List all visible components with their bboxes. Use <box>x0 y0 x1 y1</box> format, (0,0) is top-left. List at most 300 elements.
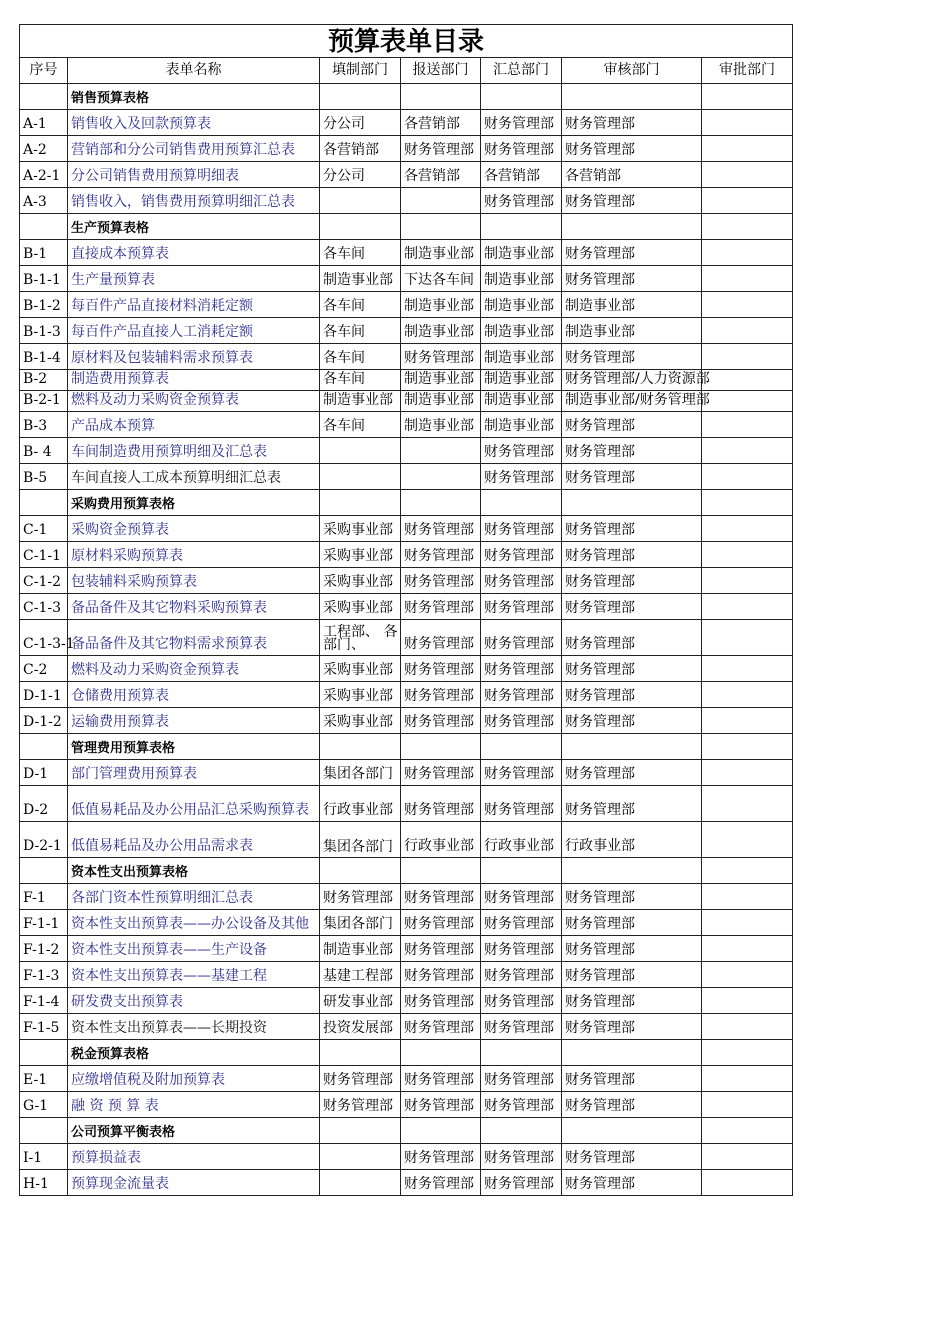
table-row <box>20 620 793 656</box>
report-dept: 财务管理部 <box>401 136 481 162</box>
approve-dept <box>702 110 793 136</box>
fill-dept <box>320 1170 401 1196</box>
row-code: A-2 <box>20 136 68 162</box>
fill-dept: 研发事业部 <box>320 988 401 1014</box>
summary-dept: 各营销部 <box>481 162 562 188</box>
audit-dept: 财务管理部 <box>562 910 702 936</box>
row-code: C-1-2 <box>20 568 68 594</box>
row-code: E-1 <box>20 1066 68 1092</box>
table-row <box>20 136 793 162</box>
audit-dept: 财务管理部 <box>562 1066 702 1092</box>
row-code: F-1-2 <box>20 936 68 962</box>
report-dept: 各营销部 <box>401 162 481 188</box>
header-form-name: 表单名称 <box>68 58 320 84</box>
report-dept: 制造事业部 <box>401 391 481 412</box>
empty-cell <box>702 214 793 240</box>
approve-dept <box>702 822 793 858</box>
form-name-link[interactable]: 销售收入及回款预算表 <box>68 110 320 136</box>
summary-dept: 制造事业部 <box>481 412 562 438</box>
form-name-link[interactable]: 直接成本预算表 <box>68 240 320 266</box>
report-dept: 财务管理部 <box>401 910 481 936</box>
row-code: F-1-3 <box>20 962 68 988</box>
audit-dept: 财务管理部 <box>562 936 702 962</box>
title-row <box>20 25 793 58</box>
fill-dept: 基建工程部 <box>320 962 401 988</box>
empty-cell <box>320 1118 401 1144</box>
fill-dept: 各车间 <box>320 292 401 318</box>
report-dept: 制造事业部 <box>401 240 481 266</box>
empty-cell <box>702 858 793 884</box>
header-fill-dept: 填制部门 <box>320 58 401 84</box>
audit-dept: 财务管理部 <box>562 708 702 734</box>
table-row <box>20 568 793 594</box>
table-row <box>20 318 793 344</box>
row-code: A-1 <box>20 110 68 136</box>
empty-cell <box>401 490 481 516</box>
empty-cell <box>320 84 401 110</box>
empty-cell <box>320 214 401 240</box>
report-dept: 财务管理部 <box>401 962 481 988</box>
form-name-link[interactable]: 销售收入，销售费用预算明细汇总表 <box>68 188 320 214</box>
fill-dept: 采购事业部 <box>320 542 401 568</box>
form-name-link[interactable]: 融 资 预 算 表 <box>68 1092 320 1118</box>
audit-dept: 财务管理部 <box>562 786 702 822</box>
audit-dept: 制造事业部/财务管理部 <box>562 391 702 412</box>
table-row <box>20 438 793 464</box>
header-summary-dept: 汇总部门 <box>481 58 562 84</box>
audit-dept: 财务管理部 <box>562 542 702 568</box>
fill-dept: 采购事业部 <box>320 656 401 682</box>
summary-dept: 财务管理部 <box>481 988 562 1014</box>
approve-dept <box>702 391 793 412</box>
report-dept: 财务管理部 <box>401 708 481 734</box>
summary-dept: 财务管理部 <box>481 542 562 568</box>
page-title: 预算表单目录 <box>20 25 793 58</box>
form-name-link[interactable]: 营销部和分公司销售费用预算汇总表 <box>68 136 320 162</box>
empty-cell <box>702 1040 793 1066</box>
table-row <box>20 1144 793 1170</box>
empty-cell <box>481 858 562 884</box>
approve-dept <box>702 1092 793 1118</box>
fill-dept: 集团各部门 <box>320 760 401 786</box>
row-code: C-1 <box>20 516 68 542</box>
report-dept: 财务管理部 <box>401 594 481 620</box>
summary-dept: 财务管理部 <box>481 884 562 910</box>
empty-cell <box>481 1118 562 1144</box>
form-name-link[interactable]: 备品备件及其它物料采购预算表 <box>68 594 320 620</box>
approve-dept <box>702 162 793 188</box>
audit-dept: 制造事业部 <box>562 318 702 344</box>
form-name-link[interactable]: 资本性支出预算表——生产设备 <box>68 936 320 962</box>
fill-dept: 各车间 <box>320 240 401 266</box>
empty-cell <box>20 84 68 110</box>
empty-cell <box>481 1040 562 1066</box>
fill-dept <box>320 464 401 490</box>
section-title: 生产预算表格 <box>68 214 320 240</box>
row-code: B- 4 <box>20 438 68 464</box>
empty-cell <box>562 490 702 516</box>
summary-dept: 制造事业部 <box>481 344 562 370</box>
row-code: C-1-3-1 <box>20 620 68 656</box>
form-name-link[interactable]: 预算损益表 <box>68 1144 320 1170</box>
section-row <box>20 84 793 110</box>
summary-dept: 制造事业部 <box>481 370 562 391</box>
approve-dept <box>702 266 793 292</box>
audit-dept: 制造事业部 <box>562 292 702 318</box>
summary-dept: 财务管理部 <box>481 1170 562 1196</box>
summary-dept: 制造事业部 <box>481 391 562 412</box>
empty-cell <box>702 734 793 760</box>
summary-dept: 制造事业部 <box>481 292 562 318</box>
table-row <box>20 370 793 391</box>
table-row <box>20 266 793 292</box>
summary-dept: 财务管理部 <box>481 594 562 620</box>
summary-dept: 财务管理部 <box>481 110 562 136</box>
report-dept: 财务管理部 <box>401 516 481 542</box>
table-row <box>20 110 793 136</box>
empty-cell <box>20 1118 68 1144</box>
audit-dept: 财务管理部 <box>562 656 702 682</box>
report-dept <box>401 464 481 490</box>
row-code: B-1-4 <box>20 344 68 370</box>
approve-dept <box>702 594 793 620</box>
form-name-link[interactable]: 采购资金预算表 <box>68 516 320 542</box>
report-dept <box>401 438 481 464</box>
approve-dept <box>702 656 793 682</box>
empty-cell <box>20 490 68 516</box>
audit-dept: 财务管理部 <box>562 1170 702 1196</box>
summary-dept: 财务管理部 <box>481 910 562 936</box>
empty-cell <box>320 490 401 516</box>
report-dept: 制造事业部 <box>401 370 481 391</box>
empty-cell <box>481 490 562 516</box>
summary-dept: 财务管理部 <box>481 962 562 988</box>
fill-dept: 各车间 <box>320 370 401 391</box>
form-name-link[interactable]: 燃料及动力采购资金预算表 <box>68 391 320 412</box>
fill-dept: 制造事业部 <box>320 391 401 412</box>
report-dept: 制造事业部 <box>401 412 481 438</box>
form-name-link[interactable]: 仓储费用预算表 <box>68 682 320 708</box>
table-row <box>20 188 793 214</box>
row-code: F-1-4 <box>20 988 68 1014</box>
approve-dept <box>702 910 793 936</box>
row-code: B-2-1 <box>20 391 68 412</box>
summary-dept: 财务管理部 <box>481 438 562 464</box>
row-code: F-1-1 <box>20 910 68 936</box>
approve-dept <box>702 1144 793 1170</box>
fill-dept: 工程部、 各部门、 <box>320 620 401 656</box>
empty-cell <box>481 734 562 760</box>
section-row <box>20 1118 793 1144</box>
empty-cell <box>20 1040 68 1066</box>
section-row <box>20 214 793 240</box>
report-dept: 行政事业部 <box>401 822 481 858</box>
form-name-link[interactable]: 燃料及动力采购资金预算表 <box>68 656 320 682</box>
report-dept: 财务管理部 <box>401 568 481 594</box>
audit-dept: 各营销部 <box>562 162 702 188</box>
form-name-link[interactable]: 资本性支出预算表——长期投资 <box>68 1014 320 1040</box>
form-name-link[interactable]: 研发费支出预算表 <box>68 988 320 1014</box>
report-dept: 财务管理部 <box>401 682 481 708</box>
empty-cell <box>401 84 481 110</box>
form-name-link[interactable]: 产品成本预算 <box>68 412 320 438</box>
form-name-link[interactable]: 车间制造费用预算明细及汇总表 <box>68 438 320 464</box>
table-row <box>20 936 793 962</box>
empty-cell <box>401 858 481 884</box>
section-row <box>20 1040 793 1066</box>
report-dept: 各营销部 <box>401 110 481 136</box>
row-code: H-1 <box>20 1170 68 1196</box>
fill-dept: 集团各部门 <box>320 822 401 858</box>
summary-dept: 财务管理部 <box>481 620 562 656</box>
audit-dept: 财务管理部 <box>562 136 702 162</box>
report-dept: 财务管理部 <box>401 786 481 822</box>
form-name-link[interactable]: 原材料采购预算表 <box>68 542 320 568</box>
row-code: A-2-1 <box>20 162 68 188</box>
fill-dept: 财务管理部 <box>320 1066 401 1092</box>
summary-dept: 财务管理部 <box>481 188 562 214</box>
fill-dept: 采购事业部 <box>320 516 401 542</box>
form-name-link[interactable]: 部门管理费用预算表 <box>68 760 320 786</box>
form-name-link[interactable]: 包装辅料采购预算表 <box>68 568 320 594</box>
row-code: D-1-1 <box>20 682 68 708</box>
table-row <box>20 1014 793 1040</box>
section-row <box>20 734 793 760</box>
approve-dept <box>702 682 793 708</box>
summary-dept: 财务管理部 <box>481 656 562 682</box>
approve-dept <box>702 240 793 266</box>
table-row <box>20 760 793 786</box>
form-name-link[interactable]: 车间直接人工成本预算明细汇总表 <box>68 464 320 490</box>
table-row <box>20 516 793 542</box>
section-title: 销售预算表格 <box>68 84 320 110</box>
approve-dept <box>702 542 793 568</box>
table-row <box>20 1066 793 1092</box>
empty-cell <box>481 214 562 240</box>
report-dept: 财务管理部 <box>401 656 481 682</box>
summary-dept: 财务管理部 <box>481 760 562 786</box>
fill-dept: 各营销部 <box>320 136 401 162</box>
summary-dept: 财务管理部 <box>481 516 562 542</box>
summary-dept: 财务管理部 <box>481 568 562 594</box>
form-name-link[interactable]: 运输费用预算表 <box>68 708 320 734</box>
report-dept: 财务管理部 <box>401 1066 481 1092</box>
table-row <box>20 682 793 708</box>
audit-dept: 财务管理部 <box>562 760 702 786</box>
empty-cell <box>702 84 793 110</box>
empty-cell <box>401 1040 481 1066</box>
section-title: 公司预算平衡表格 <box>68 1118 320 1144</box>
form-name-link[interactable]: 生产量预算表 <box>68 266 320 292</box>
audit-dept: 财务管理部 <box>562 1144 702 1170</box>
summary-dept: 制造事业部 <box>481 240 562 266</box>
report-dept: 财务管理部 <box>401 1014 481 1040</box>
approve-dept <box>702 136 793 162</box>
table-row <box>20 962 793 988</box>
table-row <box>20 412 793 438</box>
table-row <box>20 1170 793 1196</box>
row-code: B-2 <box>20 370 68 391</box>
approve-dept <box>702 412 793 438</box>
empty-cell <box>20 734 68 760</box>
form-name-link[interactable]: 原材料及包装辅料需求预算表 <box>68 344 320 370</box>
section-title: 采购费用预算表格 <box>68 490 320 516</box>
report-dept: 财务管理部 <box>401 344 481 370</box>
report-dept <box>401 188 481 214</box>
fill-dept: 采购事业部 <box>320 682 401 708</box>
table-row <box>20 240 793 266</box>
fill-dept: 分公司 <box>320 110 401 136</box>
form-name-link[interactable]: 低值易耗品及办公用品汇总采购预算表 <box>68 786 320 822</box>
approve-dept <box>702 786 793 822</box>
audit-dept: 财务管理部 <box>562 962 702 988</box>
approve-dept <box>702 292 793 318</box>
row-code: B-1-3 <box>20 318 68 344</box>
form-name-link[interactable]: 低值易耗品及办公用品需求表 <box>68 822 320 858</box>
report-dept: 制造事业部 <box>401 292 481 318</box>
row-code: D-1-2 <box>20 708 68 734</box>
row-code: B-5 <box>20 464 68 490</box>
fill-dept: 各车间 <box>320 412 401 438</box>
row-code: I-1 <box>20 1144 68 1170</box>
form-name-link[interactable]: 每百件产品直接人工消耗定额 <box>68 318 320 344</box>
approve-dept <box>702 1066 793 1092</box>
empty-cell <box>562 858 702 884</box>
fill-dept: 采购事业部 <box>320 708 401 734</box>
approve-dept <box>702 708 793 734</box>
summary-dept: 财务管理部 <box>481 786 562 822</box>
fill-dept: 财务管理部 <box>320 884 401 910</box>
report-dept: 下达各车间 <box>401 266 481 292</box>
report-dept: 财务管理部 <box>401 760 481 786</box>
empty-cell <box>562 1040 702 1066</box>
approve-dept <box>702 760 793 786</box>
empty-cell <box>562 214 702 240</box>
row-code: B-1-1 <box>20 266 68 292</box>
row-code: B-1 <box>20 240 68 266</box>
summary-dept: 制造事业部 <box>481 266 562 292</box>
empty-cell <box>320 734 401 760</box>
audit-dept: 财务管理部 <box>562 682 702 708</box>
summary-dept: 财务管理部 <box>481 936 562 962</box>
empty-cell <box>401 214 481 240</box>
fill-dept: 投资发展部 <box>320 1014 401 1040</box>
row-code: B-3 <box>20 412 68 438</box>
section-title: 税金预算表格 <box>68 1040 320 1066</box>
table-row <box>20 542 793 568</box>
approve-dept <box>702 516 793 542</box>
form-name-link[interactable]: 每百件产品直接材料消耗定额 <box>68 292 320 318</box>
audit-dept: 财务管理部 <box>562 594 702 620</box>
approve-dept <box>702 988 793 1014</box>
form-name-link[interactable]: 应缴增值税及附加预算表 <box>68 1066 320 1092</box>
summary-dept: 财务管理部 <box>481 1144 562 1170</box>
audit-dept: 财务管理部 <box>562 516 702 542</box>
form-name-link[interactable]: 制造费用预算表 <box>68 370 320 391</box>
report-dept: 财务管理部 <box>401 936 481 962</box>
form-name-link[interactable]: 各部门资本性预算明细汇总表 <box>68 884 320 910</box>
audit-dept: 财务管理部/人力资源部 <box>562 370 702 391</box>
summary-dept: 财务管理部 <box>481 1014 562 1040</box>
table-row <box>20 884 793 910</box>
header-audit-dept: 审核部门 <box>562 58 702 84</box>
audit-dept: 财务管理部 <box>562 438 702 464</box>
fill-dept: 各车间 <box>320 318 401 344</box>
fill-dept: 各车间 <box>320 344 401 370</box>
audit-dept: 行政事业部 <box>562 822 702 858</box>
budget-catalog-table <box>19 24 793 1196</box>
audit-dept: 财务管理部 <box>562 344 702 370</box>
table-row <box>20 988 793 1014</box>
approve-dept <box>702 884 793 910</box>
table-row <box>20 786 793 822</box>
approve-dept <box>702 568 793 594</box>
fill-dept: 制造事业部 <box>320 266 401 292</box>
audit-dept: 财务管理部 <box>562 1014 702 1040</box>
row-code: G-1 <box>20 1092 68 1118</box>
section-row <box>20 858 793 884</box>
table-row <box>20 162 793 188</box>
table-body <box>20 25 793 1196</box>
audit-dept: 财务管理部 <box>562 988 702 1014</box>
summary-dept: 财务管理部 <box>481 708 562 734</box>
approve-dept <box>702 1014 793 1040</box>
approve-dept <box>702 962 793 988</box>
fill-dept: 财务管理部 <box>320 1092 401 1118</box>
report-dept: 财务管理部 <box>401 1144 481 1170</box>
audit-dept: 财务管理部 <box>562 266 702 292</box>
fill-dept: 集团各部门 <box>320 910 401 936</box>
form-name-link[interactable]: 分公司销售费用预算明细表 <box>68 162 320 188</box>
row-code: D-2-1 <box>20 822 68 858</box>
form-name-link[interactable]: 资本性支出预算表——基建工程 <box>68 962 320 988</box>
table-row <box>20 391 793 412</box>
audit-dept: 财务管理部 <box>562 1092 702 1118</box>
table-row <box>20 1092 793 1118</box>
empty-cell <box>702 1118 793 1144</box>
empty-cell <box>481 84 562 110</box>
header-row <box>20 58 793 84</box>
row-code: D-2 <box>20 786 68 822</box>
summary-dept: 财务管理部 <box>481 464 562 490</box>
form-name-link[interactable]: 资本性支出预算表——办公设备及其他 <box>68 910 320 936</box>
empty-cell <box>401 1118 481 1144</box>
table-row <box>20 656 793 682</box>
table-row <box>20 708 793 734</box>
table-row <box>20 344 793 370</box>
table-row <box>20 910 793 936</box>
row-code: A-3 <box>20 188 68 214</box>
row-code: B-1-2 <box>20 292 68 318</box>
summary-dept: 制造事业部 <box>481 318 562 344</box>
summary-dept: 财务管理部 <box>481 1092 562 1118</box>
empty-cell <box>562 1118 702 1144</box>
empty-cell <box>320 1040 401 1066</box>
audit-dept: 财务管理部 <box>562 568 702 594</box>
audit-dept: 财务管理部 <box>562 412 702 438</box>
fill-dept <box>320 1144 401 1170</box>
fill-dept <box>320 438 401 464</box>
table-row <box>20 822 793 858</box>
row-code: F-1-5 <box>20 1014 68 1040</box>
approve-dept <box>702 438 793 464</box>
fill-dept: 分公司 <box>320 162 401 188</box>
form-name-link[interactable]: 备品备件及其它物料需求预算表 <box>68 620 320 656</box>
table-row <box>20 292 793 318</box>
empty-cell <box>320 858 401 884</box>
summary-dept: 行政事业部 <box>481 822 562 858</box>
form-name-link[interactable]: 预算现金流量表 <box>68 1170 320 1196</box>
